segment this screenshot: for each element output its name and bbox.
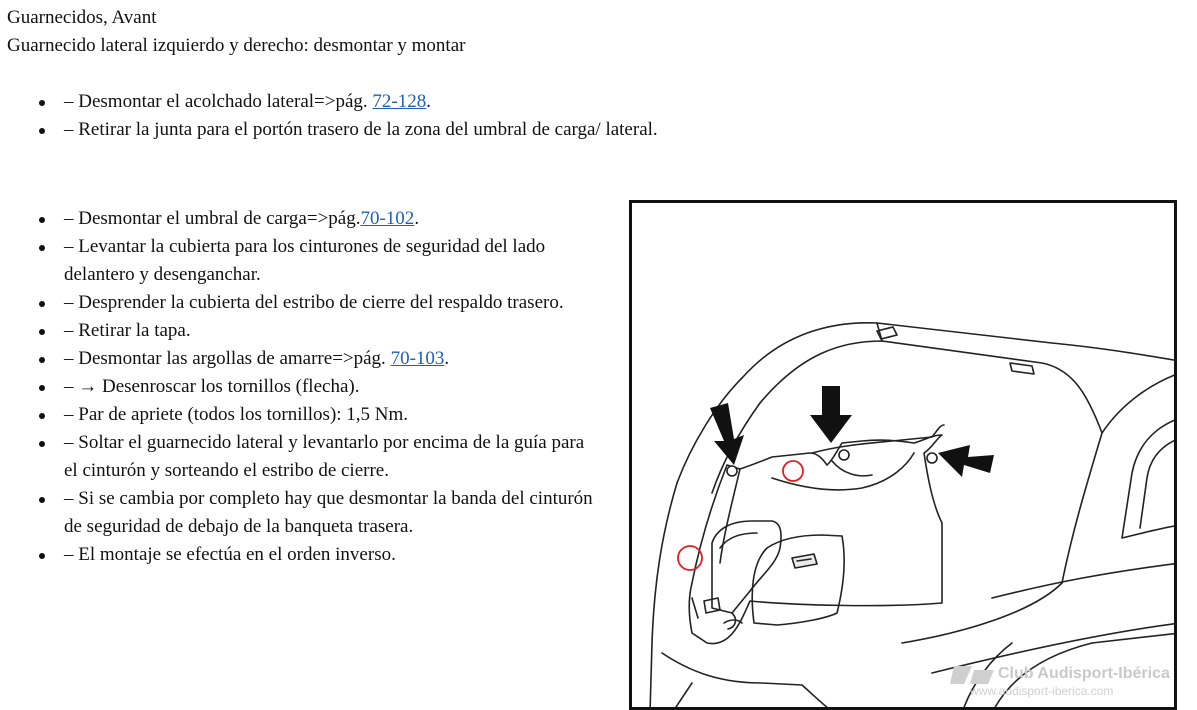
list-item: – Soltar el guarnecido lateral y levantarlo por encima de la guía para el cinturón y sorteando el estribo de cierre. [37, 429, 602, 485]
list-item: – Retirar la tapa. [37, 317, 602, 345]
trunk-trim-drawing [632, 203, 1177, 710]
document-title: Guarnecidos, Avant [7, 7, 157, 28]
steps-list-main [37, 205, 602, 569]
page-reference-link[interactable]: 70-102 [360, 208, 415, 229]
watermark-brand: Club Audisport-Ibérica [998, 665, 1170, 682]
list-item: – Par de apriete (todos los tornillos): 1,5 Nm. [37, 401, 602, 429]
list-item: – Retirar la junta para el portón trasero de la zona del umbral de carga/ lateral. [37, 116, 937, 144]
watermark [948, 664, 1197, 703]
list-item: – Desmontar el umbral de carga=>pág.70-102. [37, 205, 602, 233]
list-item: – Desprender la cubierta del estribo de cierre del respaldo trasero. [37, 289, 602, 317]
list-item: – → Desenroscar los tornillos (flecha). [37, 373, 602, 401]
document-subtitle: Guarnecido lateral izquierdo y derecho: desmontar y montar [7, 35, 466, 56]
page-reference-link[interactable]: 72-128 [372, 91, 427, 112]
club-logo-icon [950, 666, 996, 684]
steps-list-top [37, 88, 937, 144]
watermark-url: www.audisport-iberica.com [970, 684, 1114, 698]
list-item: – Si se cambia por completo hay que desmontar la banda del cinturón de seguridad de debajo de la banqueta trasera. [37, 485, 602, 541]
list-item: – El montaje se efectúa en el orden inverso. [37, 541, 602, 569]
trunk-trim-illustration [629, 200, 1177, 710]
list-item: – Desmontar las argollas de amarre=>pág. 70-103. [37, 345, 602, 373]
list-item: – Levantar la cubierta para los cinturones de seguridad del lado delantero y desenganchar. [37, 233, 602, 289]
list-item: – Desmontar el acolchado lateral=>pág. 72-128. [37, 88, 937, 116]
page-reference-link[interactable]: 70-103 [390, 348, 445, 369]
